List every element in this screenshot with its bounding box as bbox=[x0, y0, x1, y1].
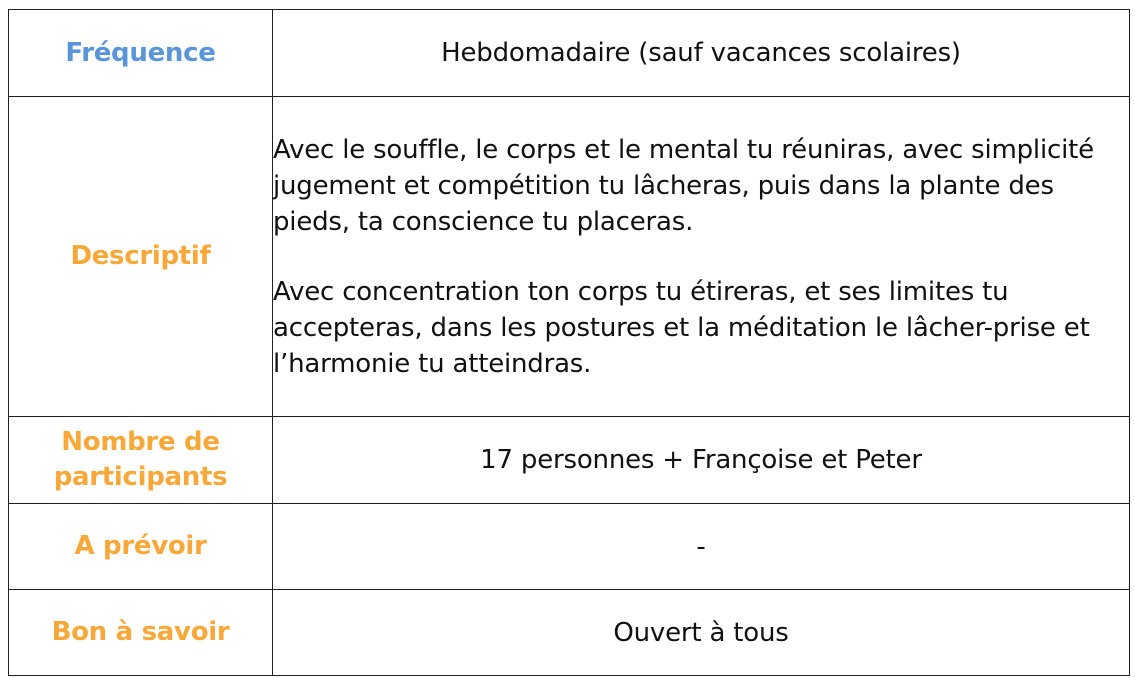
table-row-nombre-participants bbox=[9, 417, 1130, 504]
label-nombre-participants-line1: Nombre de bbox=[61, 427, 220, 457]
value-a-prevoir: - bbox=[273, 504, 1130, 590]
value-nombre-participants: 17 personnes + Françoise et Peter bbox=[273, 417, 1130, 504]
label-descriptif: Descriptif bbox=[9, 97, 273, 417]
value-frequence: Hebdomadaire (sauf vacances scolaires) bbox=[273, 10, 1130, 97]
label-nombre-participants bbox=[9, 417, 273, 504]
value-bon-a-savoir: Ouvert à tous bbox=[273, 590, 1130, 676]
descriptif-paragraph-2: Avec concentration ton corps tu étireras, et ses limites tu accepteras, dans les postures et la méditation le lâcher-prise et l’harmonie tu atteindras. bbox=[273, 276, 1090, 379]
label-nombre-participants-line2: participants bbox=[53, 462, 228, 492]
info-table bbox=[8, 9, 1130, 676]
table-row-descriptif bbox=[9, 97, 1130, 417]
label-bon-a-savoir: Bon à savoir bbox=[9, 590, 273, 676]
value-descriptif bbox=[273, 97, 1130, 417]
label-frequence: Fréquence bbox=[9, 10, 273, 97]
label-a-prevoir: A prévoir bbox=[9, 504, 273, 590]
table-row-frequence bbox=[9, 10, 1130, 97]
table-row-bon-a-savoir bbox=[9, 590, 1130, 676]
descriptif-paragraph-1: Avec le souffle, le corps et le mental tu réuniras, avec simplicité jugement et compétition tu lâcheras, puis dans la plante des pieds, ta conscience tu placeras. bbox=[273, 134, 1094, 237]
table-row-a-prevoir bbox=[9, 504, 1130, 590]
